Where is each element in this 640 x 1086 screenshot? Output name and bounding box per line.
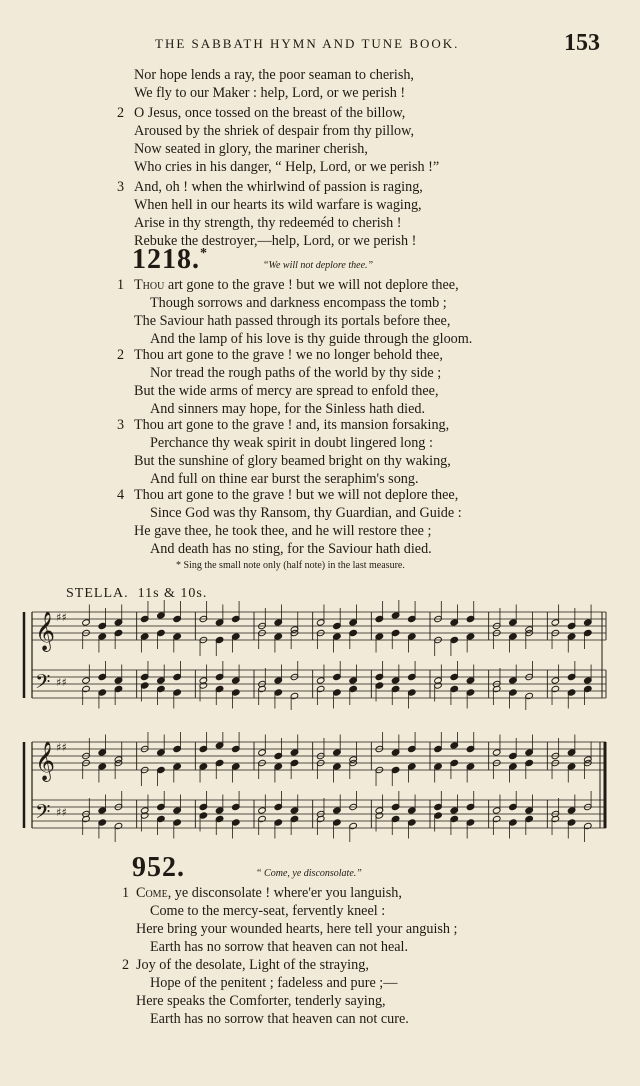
verse-line: O Jesus, once tossed on the breast of the billow,: [134, 105, 406, 121]
verse-line: And, oh ! when the whirlwind of passion is raging,: [134, 179, 423, 195]
footnote-mark: *: [200, 246, 208, 261]
verse-line: Here bring your wounded hearts, here tell your anguish ;: [136, 921, 458, 937]
verse-line: And death has no sting, for the Saviour hath died.: [150, 541, 432, 557]
verse-line: And the lamp of his love is thy guide through the gloom.: [150, 331, 473, 347]
tune-meter: 11s & 10s.: [137, 586, 208, 601]
verse-line: Aroused by the shriek of despair from thy pillow,: [134, 123, 415, 139]
verse-line: Earth has no sorrow that heaven can not heal.: [150, 939, 409, 955]
verse-line: Who cries in his danger, “ Help, Lord, or we perish !”: [134, 159, 440, 175]
hymn-number: 952.: [132, 852, 185, 883]
verse-line: Nor hope lends a ray, the poor seaman to cherish,: [134, 67, 414, 83]
verse-line: Though sorrows and darkness encompass the tomb ;: [150, 295, 447, 311]
sharp-icon: ♯♯: [56, 806, 67, 819]
verse-line: When hell in our hearts its wild warfare is waging,: [134, 197, 422, 213]
verse-number: 2: [117, 105, 125, 121]
page-number: 153: [564, 30, 600, 56]
verse-line: He gave thee, he took thee, and he will restore thee ;: [134, 523, 432, 539]
music-system-2: [0, 732, 640, 852]
verse-line: [134, 276, 459, 294]
verse-line: The Saviour hath passed through its portals before thee,: [134, 313, 451, 329]
verse-number: 1: [122, 885, 130, 901]
verse-number: 2: [122, 957, 130, 973]
verse-line: Nor tread the rough paths of the world by thy side ;: [150, 365, 442, 381]
verse-line: And sinners may hope, for the Sinless hath died.: [150, 401, 426, 417]
verse-line: We fly to our Maker : help, Lord, or we perish !: [134, 85, 406, 101]
music-system-1: [0, 600, 640, 710]
verse-line: Here speaks the Comforter, tenderly saying,: [136, 993, 386, 1009]
line-text: , ye disconsolate ! where'er you languish,: [167, 885, 402, 901]
treble-clef-icon: 𝄞: [35, 741, 56, 781]
verse-line: And full on thine ear burst the seraphim's song.: [150, 471, 419, 487]
first-word: Come: [136, 885, 168, 901]
hymn-number-text: 1218.: [132, 244, 200, 275]
verse-line: Thou art gone to the grave ! but we will not deplore thee,: [134, 487, 459, 503]
verse-number: 3: [117, 417, 125, 433]
verse-line: Now seated in glory, the mariner cherish,: [134, 141, 368, 157]
line-text: art gone to the grave ! but we will not deplore thee,: [164, 277, 459, 293]
verse-line: Rebuke the destroyer,—help, Lord, or we perish !: [134, 233, 417, 249]
verse-line: Thou art gone to the grave ! we no longer behold thee,: [134, 347, 443, 363]
verse-line: Perchance thy weak spirit in doubt lingered long :: [150, 435, 433, 451]
verse-number: 4: [117, 487, 125, 503]
footnote: * Sing the small note only (half note) in the last measure.: [176, 560, 405, 571]
verse-line: But the sunshine of glory beamed bright on thy waking,: [134, 453, 451, 469]
first-word: Thou: [134, 277, 165, 293]
verse-line: Hope of the penitent ; fadeless and pure ;—: [150, 975, 398, 991]
bass-clef-icon: 𝄢: [35, 670, 51, 698]
verse-line: But the wide arms of mercy are spread to enfold thee,: [134, 383, 439, 399]
page-header: [60, 30, 600, 60]
running-head: THE SABBATH HYMN AND TUNE BOOK.: [155, 36, 460, 51]
tune-name: STELLA.: [66, 586, 129, 601]
verse-line: Thou art gone to the grave ! and, its mansion forsaking,: [134, 417, 450, 433]
verse-line: Arise in thy strength, thy redeeméd to cherish !: [134, 215, 402, 231]
treble-clef-icon: 𝄞: [35, 611, 56, 651]
verse-number: 1: [117, 277, 125, 293]
first-line-caption: “ Come, ye disconsolate.”: [256, 868, 362, 879]
verse-line: Joy of the desolate, Light of the straying,: [136, 957, 369, 973]
hymn-number: [132, 244, 208, 276]
verse-number: 3: [117, 179, 125, 195]
verse-line: [136, 884, 402, 902]
bass-clef-icon: 𝄢: [35, 800, 51, 828]
verse-line: Come to the mercy-seat, fervently kneel :: [150, 903, 386, 919]
verse-line: Since God was thy Ransom, thy Guardian, and Guide :: [150, 505, 462, 521]
sharp-icon: ♯♯: [56, 611, 67, 624]
verse-number: 2: [117, 347, 125, 363]
sharp-icon: ♯♯: [56, 741, 67, 754]
first-line-caption: “We will not deplore thee.”: [263, 260, 374, 271]
verse-line: Earth has no sorrow that heaven can not cure.: [150, 1011, 409, 1027]
sharp-icon: ♯♯: [56, 676, 67, 689]
